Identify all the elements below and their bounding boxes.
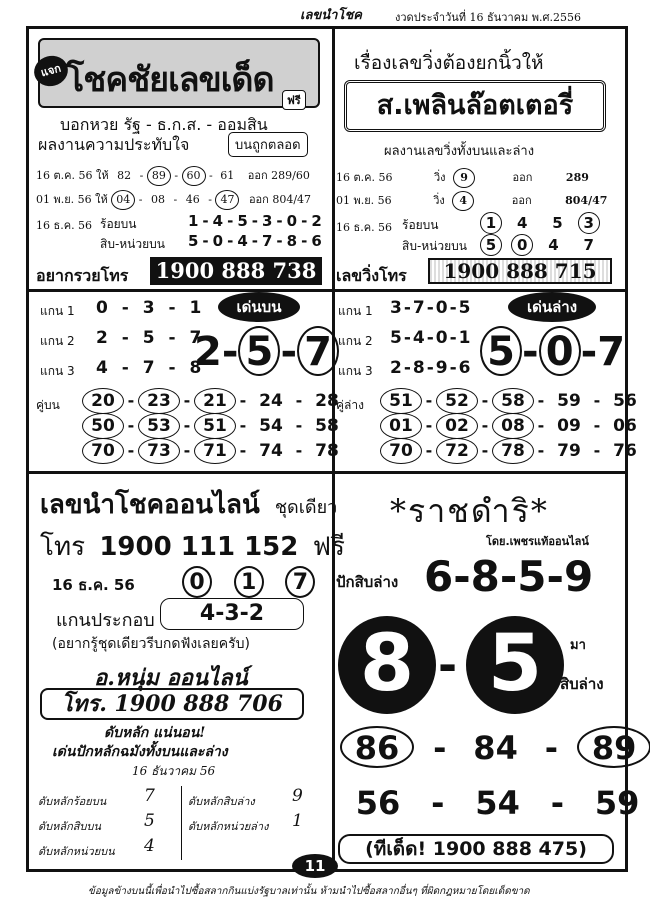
row-num-circled: 4 <box>452 191 474 211</box>
pair-circled: 02 <box>436 413 478 439</box>
box2-row1 <box>336 168 589 188</box>
row-num: 82 <box>117 169 132 182</box>
box7-side2: สิบล่าง <box>560 675 604 693</box>
digit: 7 <box>583 236 594 254</box>
num: 59 <box>594 784 640 822</box>
pair-circled: 08 <box>492 413 534 439</box>
row-out-label: ออก <box>511 194 532 207</box>
row-num-circled: 04 <box>111 190 135 210</box>
box1-gift-tag: แจก <box>31 52 72 90</box>
header-date: งวดประจำวันที่ 16 ธันวาคม พ.ศ.2556 <box>395 11 581 24</box>
box1-free: ฟรี <box>282 90 306 110</box>
box4-axis-seq: 2-8-9-6 <box>390 358 473 378</box>
pair-circled: 70 <box>82 438 124 464</box>
box5-combo: 4-3-2 <box>160 598 304 630</box>
row-label: วิ่ง <box>433 171 446 184</box>
box7-row1: 86 - 84 - 89 <box>340 726 650 768</box>
pair-circled: 23 <box>138 388 180 414</box>
header-title: เลขนำโชค <box>300 8 362 23</box>
box4-pairs-row1: 51 - 52 - 58 - 59 - 56 <box>380 388 646 414</box>
digit-circled: 0 <box>511 234 533 256</box>
box6-row-l-val: 4 <box>144 836 155 856</box>
box2-row3-b-label: สิบ-หน่วยบน <box>402 239 467 253</box>
box2-phone-label: เลขวิ่งโทร <box>336 266 407 285</box>
box3-pairs-row1: 20 - 23 - 21 - 24 - 28 <box>82 388 348 414</box>
row-num: 08 <box>151 193 166 206</box>
digit-circled: 7 <box>285 566 315 598</box>
box1-line1: บอกหวย รัฐ - ธ.ก.ส. - ออมสิน <box>60 115 268 134</box>
box3-pairs-row3: 70 - 73 - 71 - 74 - 78 <box>82 438 348 464</box>
box3-pairs-row2: 50 - 53 - 51 - 54 - 58 <box>82 413 348 439</box>
row-out-label: ออก <box>248 193 269 206</box>
big-digit-circled: 0 <box>539 326 581 376</box>
box4-axis-label: แกน 2 <box>338 334 373 348</box>
num: 54 <box>475 784 520 822</box>
box3-axis-label: แกน 3 <box>40 364 75 378</box>
pair-circled: 73 <box>138 438 180 464</box>
box5-title <box>40 484 337 525</box>
box7-side1: มา <box>570 638 586 653</box>
box6-row-l-val: 7 <box>144 786 155 806</box>
box2-headline: เรื่องเลขวิ่งต้องยกนิ้วให้ <box>354 52 544 74</box>
box1-row2: 01 พ.ย. 56 ให้ 04 - 08 - 46 - 47 ออก 804/47 <box>36 190 311 210</box>
box6-row-l-label: ดับหลักหน่วยบน <box>38 845 115 858</box>
box1-title: โชคชัยเลขเด็ด <box>66 60 274 100</box>
box6-row-l-label: ดับหลักสิบบน <box>38 820 101 833</box>
big-digit-circled: 5 <box>238 326 280 376</box>
box4-axis-seq: 3-7-0-5 <box>390 298 473 318</box>
box3-axis-seq: 0 - 3 - 1 <box>96 298 206 318</box>
box1-line2: ผลงานความประทับใจ <box>38 135 190 154</box>
pair: 74 <box>259 441 283 461</box>
box5-title-main: เลขนำโชคออนไลน์ <box>40 490 260 520</box>
num-circled: 86 <box>340 726 414 768</box>
pair: 76 <box>613 441 637 461</box>
box5-phone-suffix: ฟรี <box>312 532 345 562</box>
box4-pair-label: คู่ล่าง <box>336 398 364 412</box>
box1-row3-date: 16 ธ.ค. 56 <box>36 219 93 232</box>
box1-row3-b-label: สิบ-หน่วยบน <box>100 237 165 251</box>
big-digit-circled: 7 <box>297 326 339 376</box>
box6-line1: ดับหลัก แน่นอน! <box>104 725 206 741</box>
pair-circled: 51 <box>380 388 422 414</box>
row-num-circled: 60 <box>182 166 206 186</box>
page-number: 11 <box>292 854 338 878</box>
row-num-circled: 9 <box>453 168 475 188</box>
row-num: 61 <box>220 169 235 182</box>
box7-by: โดย.เพชรแท้ออนไลน์ <box>486 535 589 548</box>
box5-combo-label: แกนประกอบ <box>56 610 155 631</box>
box1-row3-b: 5-0-4-7-8-6 <box>188 232 326 250</box>
box7-big-2: 5 <box>466 616 564 714</box>
box2-title: ส.เพลินล๊อตเตอรี่ <box>344 80 606 132</box>
box6-row-l-val: 5 <box>144 811 155 831</box>
pair: 24 <box>259 391 283 411</box>
row-out: 804/47 <box>272 193 312 206</box>
box7-phone[interactable]: (ทีเด็ด! 1900 888 475) <box>338 834 614 864</box>
pair: 79 <box>557 441 581 461</box>
pair-circled: 01 <box>380 413 422 439</box>
box3-pair-label: คู่บน <box>36 398 60 412</box>
pair: 54 <box>259 416 283 436</box>
box4-pairs-row2: 01 - 02 - 08 - 09 - 06 <box>380 413 646 439</box>
digit: 5 <box>552 214 563 232</box>
pair-circled: 71 <box>194 438 236 464</box>
digit-circled: 0 <box>182 566 212 598</box>
num-circled: 89 <box>577 726 650 768</box>
box2-row3-a <box>480 212 600 234</box>
divider-h1 <box>29 289 625 292</box>
digit-circled: 1 <box>234 566 264 598</box>
pair: 28 <box>315 391 339 411</box>
box2-row3-a-label: ร้อยบน <box>402 218 439 232</box>
pair-circled: 50 <box>82 413 124 439</box>
box5-date: 16 ธ.ค. 56 <box>52 576 135 594</box>
row-out: 804/47 <box>565 194 608 207</box>
pair: 78 <box>315 441 339 461</box>
pair-circled: 21 <box>194 388 236 414</box>
row-date: 01 พ.ย. 56 ให้ <box>36 193 108 206</box>
box7-stake: 6-8-5-9 <box>424 552 594 601</box>
box6-row-r-label: ดับหลักหน่วยล่าง <box>188 820 269 833</box>
box3-axis-label: แกน 1 <box>40 304 75 318</box>
box5-title-suffix: ชุดเดียว <box>274 497 338 518</box>
box5-phone-label: โทร <box>40 532 86 562</box>
row-out-label: ออก <box>512 171 533 184</box>
pair-circled: 20 <box>82 388 124 414</box>
box4-pairs-row3: 70 - 72 - 78 - 79 - 76 <box>380 438 646 464</box>
box1-row3-a: 1-4-5-3-0-2 <box>188 212 326 230</box>
box6-row-l-label: ดับหลักร้อยบน <box>38 795 107 808</box>
box7-row2: 56 - 54 - 59 <box>348 784 647 822</box>
box1-phone[interactable]: 1900 888 738 <box>150 257 322 285</box>
box4-axis-seq: 5-4-0-1 <box>390 328 473 348</box>
box2-phone[interactable]: 1900 888 715 <box>428 258 612 284</box>
digit-circled: 3 <box>578 212 600 234</box>
digit: 4 <box>548 236 559 254</box>
box6-title: อ.หนุ่ม ออนไลน์ <box>94 665 248 691</box>
pair: 06 <box>613 416 637 436</box>
row-out: 289/60 <box>271 169 310 182</box>
digit-circled: 1 <box>480 212 502 234</box>
box1-row1: 16 ต.ค. 56 ให้ 82 - 89 - 60 - 61 ออก 289/60 <box>36 166 310 186</box>
big-digit: 2 <box>194 329 222 375</box>
num: 84 <box>473 729 518 767</box>
box6-line2: เด่นปักหลักฉมังทั้งบนและล่าง <box>52 744 228 760</box>
pair-circled: 70 <box>380 438 422 464</box>
box6-row-r-val: 9 <box>292 786 303 806</box>
row-num: 46 <box>185 193 200 206</box>
big-digit-circled: 5 <box>480 326 522 376</box>
digit-circled: 5 <box>480 234 502 256</box>
footer-disclaimer: ข้อมูลข้างบนนี้เพื่อนำไปซื้อสลากกินแบ่งรัฐบาลเท่านั้น ห้ามนำไปซื้อสลากอื่นๆ ที่ผิดกฎหมายโดยเด็ดขาด <box>88 886 530 897</box>
box6-row-r-label: ดับหลักสิบล่าง <box>188 795 255 808</box>
row-num-circled: 47 <box>215 190 239 210</box>
box3-big: 2- 5 - 7 <box>194 326 339 376</box>
box1-row3-a-label: ร้อยบน <box>100 217 137 231</box>
box6-row-r-val: 1 <box>292 811 303 831</box>
box3-axis-seq: 4 - 7 - 8 <box>96 358 206 378</box>
pair-circled: 53 <box>138 413 180 439</box>
row-label: วิ่ง <box>433 194 445 207</box>
box5-note: (อยากรู้ชุดเดียวรีบกดฟังเลยครับ) <box>52 636 250 652</box>
row-out: 289 <box>565 171 589 184</box>
box3-axis-label: แกน 2 <box>40 334 75 348</box>
row-num-circled: 89 <box>147 166 171 186</box>
box2-sub: ผลงานเลขวิ่งทั้งบนและล่าง <box>384 144 535 159</box>
pair: 09 <box>557 416 581 436</box>
box5-phone-row <box>40 526 345 567</box>
box3-tag: เด่นบน <box>218 292 300 322</box>
pair-circled: 52 <box>436 388 478 414</box>
box7-big-dash: - <box>438 638 458 692</box>
pair: 58 <box>315 416 339 436</box>
box1-badge: บนถูกตลอด <box>228 132 308 157</box>
box4-big: 5 - 0 -7 <box>480 326 625 376</box>
box4-tag: เด่นล่าง <box>508 292 596 322</box>
num: 56 <box>355 784 401 822</box>
row-out-label: ออก <box>247 169 268 182</box>
row-date: 16 ต.ค. 56 ให้ <box>36 169 109 182</box>
box7-stake-label: ปักสิบล่าง <box>336 573 399 591</box>
digit: 4 <box>517 214 528 232</box>
box2-row3-b <box>480 234 604 256</box>
box4-axis-label: แกน 3 <box>338 364 373 378</box>
box1-phone-label: อยากรวยโทร <box>36 266 129 285</box>
box6-date: 16 ธันวาคม 56 <box>132 764 216 778</box>
pair-circled: 72 <box>436 438 478 464</box>
box3-axis-seq: 2 - 5 - 7 <box>96 328 206 348</box>
pair-circled: 58 <box>492 388 534 414</box>
divider-h2 <box>29 471 625 474</box>
pair-circled: 78 <box>492 438 534 464</box>
row-date: 16 ต.ค. 56 <box>336 171 393 184</box>
box2-row2 <box>336 191 607 211</box>
row-date: 01 พ.ย. 56 <box>336 194 392 207</box>
pair: 56 <box>613 391 637 411</box>
big-digit: 7 <box>597 329 626 375</box>
box2-row3-date: 16 ธ.ค. 56 <box>336 221 393 234</box>
pair: 59 <box>557 391 581 411</box>
box7-big-1: 8 <box>338 616 436 714</box>
box6-phone[interactable]: โทร. 1900 888 706 <box>40 688 304 720</box>
box4-axis-label: แกน 1 <box>338 304 373 318</box>
pair-circled: 51 <box>194 413 236 439</box>
box5-phone[interactable]: 1900 111 152 <box>99 532 299 562</box>
box7-title: *ราชดำริ* <box>390 492 549 530</box>
box5-digits <box>182 566 315 598</box>
